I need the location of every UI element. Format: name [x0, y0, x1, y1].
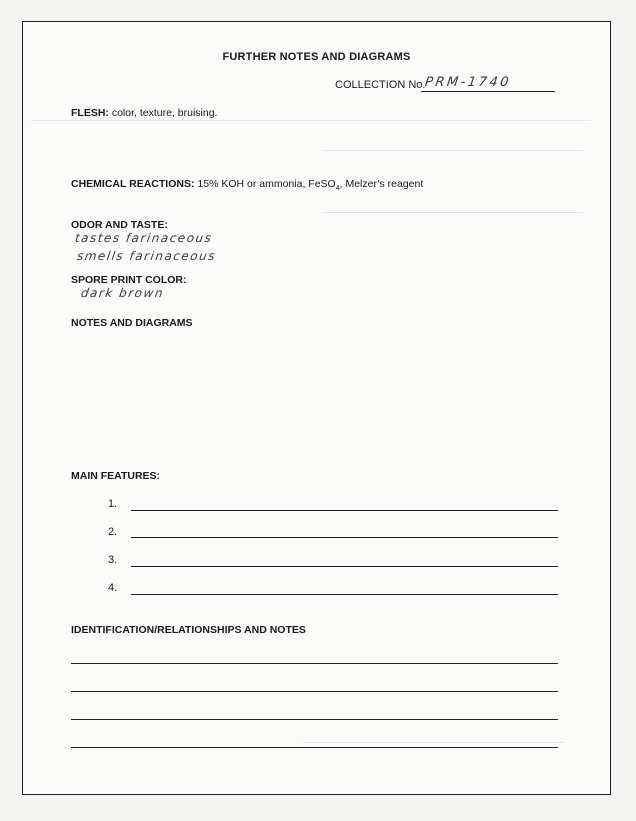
chemical-hint: 15% KOH or ammonia, FeSO: [197, 178, 336, 190]
feature-number: 4.: [108, 582, 118, 594]
bleed-through-decoration: [303, 742, 563, 744]
chemical-subscript: 4: [335, 185, 340, 193]
bleed-through-decoration: [31, 120, 591, 122]
odor-entry-taste[interactable]: tastes farinaceous: [74, 231, 214, 245]
main-features-label: MAIN FEATURES:: [71, 470, 161, 482]
notes-section: [71, 317, 193, 329]
feature-line-1[interactable]: [131, 510, 558, 511]
collection-label: COLLECTION No.: [335, 79, 426, 91]
spore-section: [71, 274, 187, 286]
feature-number: 1.: [108, 498, 118, 510]
identification-section: [71, 624, 306, 636]
notes-diagram-area[interactable]: [71, 334, 561, 459]
identification-label: IDENTIFICATION/RELATIONSHIPS AND NOTES: [71, 624, 306, 636]
feature-number: 2.: [108, 526, 118, 538]
collection-number[interactable]: PRM-1740: [423, 75, 512, 90]
bleed-through-decoration: [323, 212, 583, 214]
feature-line-2[interactable]: [131, 537, 558, 538]
spore-label: SPORE PRINT COLOR:: [71, 274, 187, 286]
flesh-label: FLESH:: [71, 107, 109, 119]
chemical-label: CHEMICAL REACTIONS:: [71, 178, 195, 190]
feature-line-4[interactable]: [131, 594, 558, 595]
chemical-hint-tail: , Melzer’s reagent: [339, 178, 424, 190]
page-title: FURTHER NOTES AND DIAGRAMS: [222, 51, 411, 63]
identification-line-4[interactable]: [71, 747, 558, 748]
identification-line-2[interactable]: [71, 691, 558, 692]
feature-line-3[interactable]: [131, 566, 558, 567]
notes-label: NOTES AND DIAGRAMS: [71, 317, 193, 329]
identification-line-3[interactable]: [71, 719, 558, 720]
odor-entry-smell[interactable]: smells farinaceous: [76, 249, 218, 263]
bleed-through-decoration: [323, 150, 583, 152]
feature-number: 3.: [108, 554, 118, 566]
spore-print-value[interactable]: dark brown: [80, 286, 165, 300]
flesh-section: [71, 107, 217, 119]
odor-section: [71, 219, 168, 231]
main-features-section: [71, 470, 160, 482]
form-sheet: [22, 21, 611, 795]
identification-line-1[interactable]: [71, 663, 558, 664]
collection-field-line: [421, 91, 555, 92]
chemical-section: [71, 178, 423, 192]
odor-label: ODOR AND TASTE:: [71, 219, 168, 231]
flesh-hint: color, texture, bruising.: [111, 107, 218, 119]
